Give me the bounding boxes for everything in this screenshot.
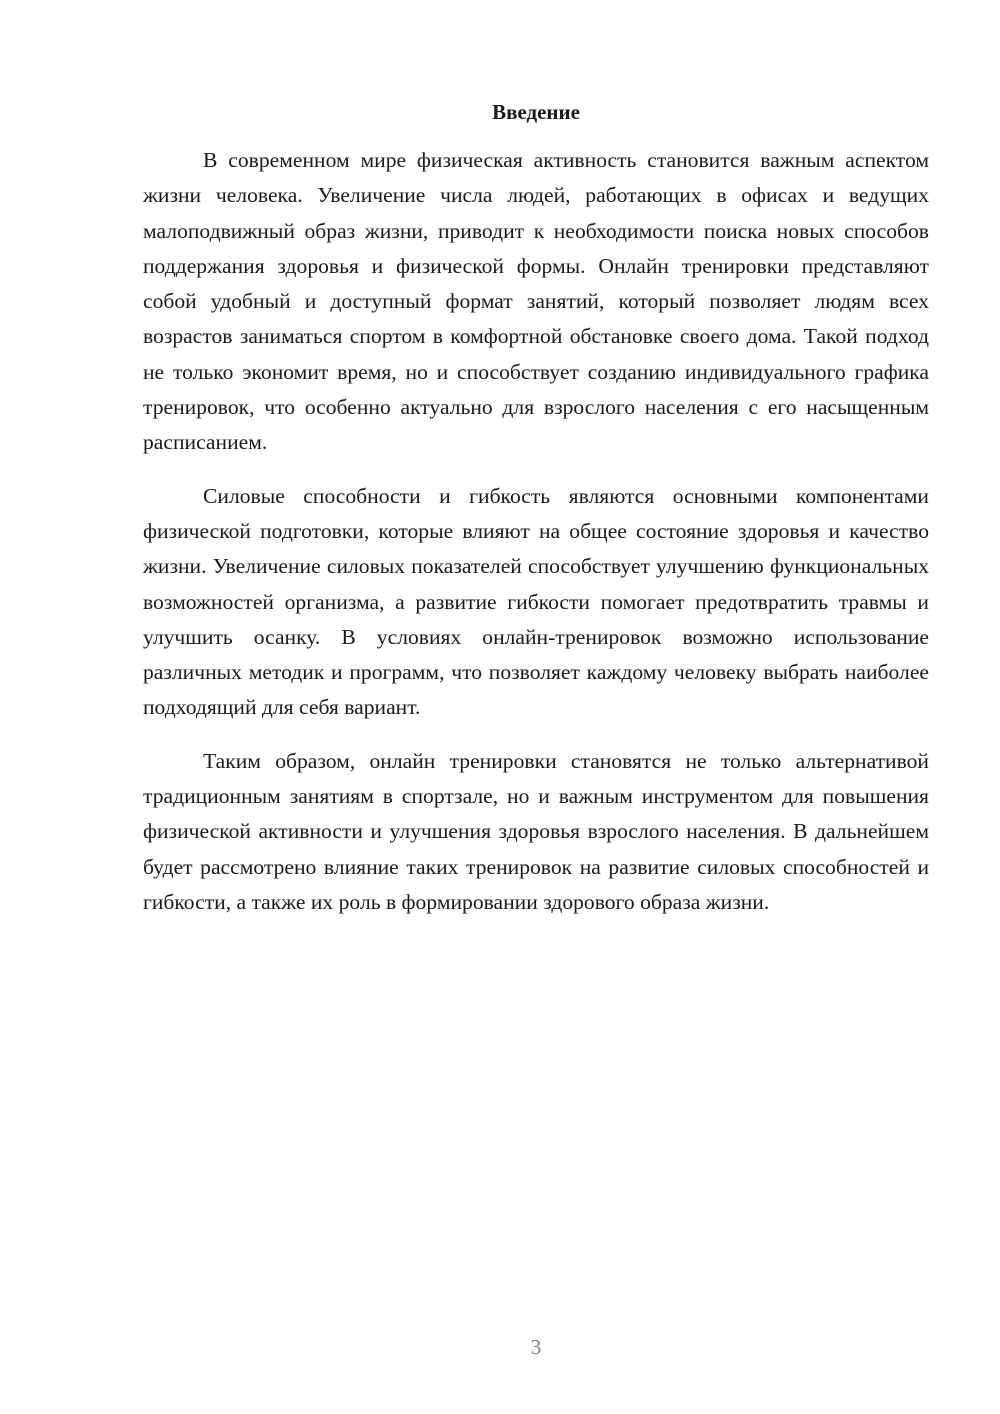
paragraph-1: В современном мире физическая активность становится важным аспектом жизни человека. Увеличение числа людей, работающих в офисах и ведущих малоподвижный образ жизни, приводит к необходимости поиска новых способов поддержания здоровья и физической формы. Онлайн тренировки представляют собой удобный и доступный формат занятий, который позволяет людям всех возрастов заниматься спортом в комфортной обстановке своего дома. Такой подход не только экономит время, но и способствует созданию индивидуального графика тренировок, что особенно актуально для взрослого населения с его насыщенным расписанием. [143, 148, 929, 455]
paragraph-3: Таким образом, онлайн тренировки становятся не только альтернативой традиционным занятиям в спортзале, но и важным инструментом для повышения физической активности и улучшения здоровья взрослого населения. В дальнейшем будет рассмотрено влияние таких тренировок на развитие силовых способностей и гибкости, а также их роль в формировании здорового образа жизни. [143, 748, 929, 914]
body-text [143, 143, 929, 938]
section-heading: Введение [492, 100, 580, 124]
page-number: 3 [530, 1335, 542, 1359]
paragraph-2: Силовые способности и гибкость являются основными компонентами физической подготовки, которые влияют на общее состояние здоровья и качество жизни. Увеличение силовых показателей способствует улучшению функциональных возможностей организма, а развитие гибкости помогает предотвратить травмы и улучшить осанку. В условиях онлайн-тренировок возможно использование различных методик и программ, что позволяет каждому человеку выбрать наиболее подходящий для себя вариант. [143, 483, 929, 720]
